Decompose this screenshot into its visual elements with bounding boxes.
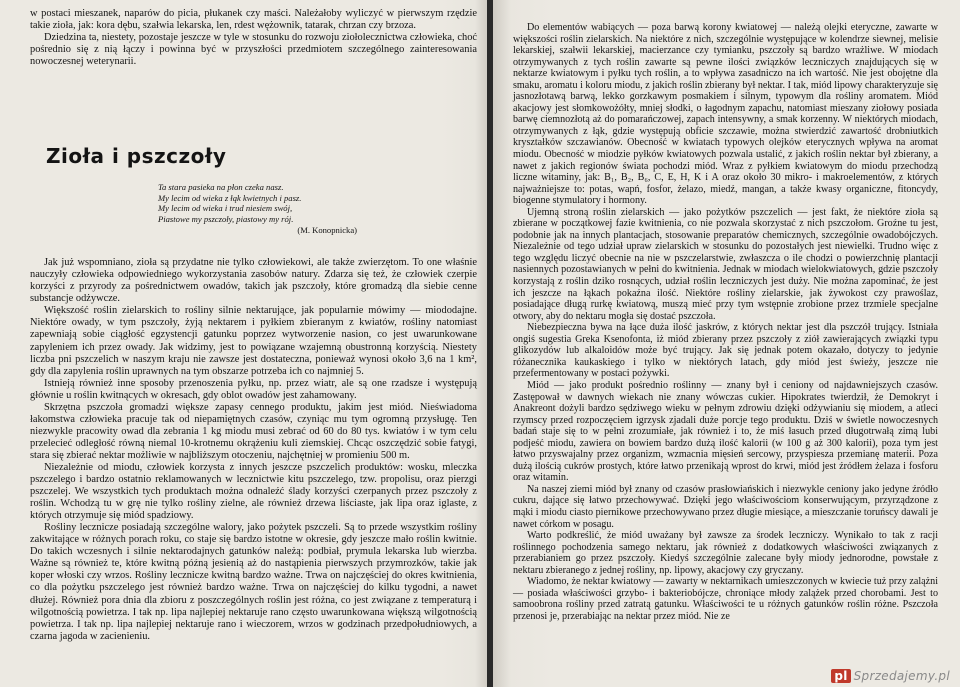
right-page	[493, 0, 960, 687]
body-paragraph: Warto podkreślić, że miód uważany był zawsze za środek leczniczy. Wynikało to tak z racji roślinnego pochodzenia samego nektaru, jak również z dodatkowych właściwości związanych z przerabianiem go przez pszczoły. Kiedyś szczególnie zalecane były miody jednorodne, powstałe z nektaru zbieranego z jednej rośliny, np. lipowy, akacjowy czy gryczany.	[513, 530, 938, 576]
watermark-badge: pl	[831, 669, 850, 683]
poem-line: Piastowe my pszczoły, piastowy my rój.	[158, 214, 294, 225]
body-paragraph: Większość roślin zielarskich to rośliny silnie nektarujące, jak popularnie mówimy — miododajne. Niektóre owady, w tym pszczoły, żyją nektarem i pyłkiem zbieranym z kwiatów, rośliny natomiast zapewniają sobie ciągłość egzystencji gatunku poprzez wytworzenie nasion, co jest uwarunkowane zapyleniem ich przez owady. Jak widzimy, jest to powiązane wzajemną obustronną korzyścią. Niestety liczba pni pszczelich w naszym kraju nie zawsze jest dostateczna, ponieważ wynosi około 3,6 na 1 km², gdy dla zapylenia roślin uprawnych na tym obszarze potrzeba ich co najmniej 5.	[30, 305, 477, 377]
poem-line: My lecim od wieka i trud niesiem swój,	[158, 203, 293, 214]
poem-line: My lecim od wieka z łąk kwietnych i pasz.	[158, 192, 302, 203]
epigraph-poem	[158, 182, 477, 235]
body-paragraph: Ujemną stroną roślin zielarskich — jako pożytków pszczelich — jest fakt, że niektóre zioła są zbierane w początkowej fazie kwitnienia, co nie pozwala skorzystać z nich pszczołom. Groźne tu jest, podobnie jak na innych plantacjach, stosowanie preparatów chemicznych, szczególnie owadobójczych. Niezależnie od tego udział upraw zielarskich w stosunku do pozostałych jest niewielki. Trudno więc z tego względu liczyć obecnie na nie w pszczelarstwie, zwłaszcza o ile chodzi o powierzchnię plantacji nasiennych pozostawianych w pełni do kwitnienia. Jednak w miodach wielokwiatowych, gdzie pszczoły korzystają z roślin dziko rosnących, udział roślin leczniczych jest duży. Nie można zapominać, że jest ich jeszcze na łąkach pokaźna ilość. Niektóre rośliny zielarskie, jak żywokost czy prawoślaz, posiadające długą rurkę kwiatową, muszą mieć przy tym wstępnie zrobione przez trzmiele specjalne otwory, aby do nektaru mogła się dostać pszczoła.	[513, 206, 938, 322]
body-paragraph: Miód — jako produkt pośrednio roślinny — znany był i ceniony od najdawniejszych czasów. Zastępował w dawnych wiekach nie znany wówczas cukier. Hipokrates twierdził, że Demokryt i Anakreont dożyli bardzo sędziwego wieku w pełnym zdrowiu dzięki odżywianiu się miodem, a atleci rzymscy przed rozpoczęciem igrzysk zjadali duże porcje tego produktu. Dziś w świetle nowoczesnych badań staje się to w pełni zrozumiałe, jak również i to, że miś łasuch przed długotrwałą zimą lubi podjeść miodu, zawiera on bowiem bardzo dużą ilość kalorii (w 100 g aż 300 kalorii), poza tym jest łatwo przyswajalny przez organizm, wzmacnia mięsień sercowy, przyspiesza przemianę materii. Poza dużą ilością cukrów prostych, które łatwo przenikają wprost do krwi, miód jest źródłem żelaza i fosforu oraz witamin.	[513, 379, 938, 484]
body-paragraph: Istnieją również inne sposoby przenoszenia pyłku, np. przez wiatr, ale są one rzadsze i występują głównie u roślin kwitnących w okresach, gdy oblot owadów jest zahamowany.	[30, 377, 477, 401]
body-paragraph: Rośliny lecznicze posiadają szczególne walory, jako pożytek pszczeli. Są to przede wszystkim rośliny zakwitające w różnych porach roku, co staje się bardzo istotne w okresie, gdy jeszcze mało roślin kwitnie. Do takich wczesnych i silnie nektarodajnych gatunków należą: podbiał, prymula lekarska lub wierzba. Ważne są również te, które kwitną późną jesienią aż do nastąpienia pierwszych przymrozków, takie jak koper włoski czy wrzos. Rośliny lecznicze kwitną bardzo ważne. Trwa on najczęściej do okres kwitnienia, co dla pożytku pszczelego jest również bardzo ważne. Trwa on najczęściej do kilku tygodni, a nawet dłużej. Również pora dnia dla zbioru z poszczególnych roślin jest różna, co jest związane z temperaturą i wilgotnością powietrza. I tak np. lipa najlepiej nektaruje rano często uwarunkowana większą wilgotnością powietrza. I tak np. lipa najlepiej nektaruje rano i wieczorem, wrzos w godzinach przedpołudniowych, a czarna jagoda w zacienieniu.	[30, 522, 477, 642]
body-paragraph: Do elementów wabiących — poza barwą korony kwiatowej — należą olejki eteryczne, zawarte w większości roślin zielarskich. Na niektóre z nich, szczególnie występujące w kolendrze siewnej, melisie lekarskiej, szałwii lekarskiej, macierzance czy tymianku, pszczoły są bardzo wrażliwe. W miodach otrzymywanych z tych roślin zawarte są pewne ilości związków leczniczych znajdujących się w nektarze kwiatowym i pyłku tych roślin, a to wpływa zasadniczo na ich wartość. Nie jest obojętne dla smaku, aromatu i koloru miodu, z jakich roślin zbierany był nektar. I tak, miód lipowy charakteryzuje się jasnozłotawą barwą, lekko gorzkawym posmakiem i silnym, typowym dla rośliny aromatem. Miód akacjowy jest słomkowożółty, mniej słodki, o łagodnym zapachu, natomiast mieszany ziołowy posiada barwę ciemnozłotą aż do pomarańczowej, zapach intensywny, a smak korzenny. W niektórych miodach, otrzymywanych z łąk, gdzie występują obficie szczawie, można stwierdzić zawartość drobniutkich kryształków szczawianów. Obecność w kwiatach typowych olejków eterycznych wpływa na aromat miodu. Obecność w miodzie pyłków kwiatowych pozwala ustalić, z jakich roślin nektar był zbierany, a nawet z jakich regionów świata pochodzi miód. Wraz z pyłkiem kwiatowym do miodu przechodzą liczne witaminy, jak: B₁, B₂, B₆, C, E, H, K i A oraz około 30 mikro- i makroelementów, z których najważniejsze to: potas, wapń, fosfor, żelazo, miedź, mangan, a także kwasy organiczne, fitoncydy, biogenne stymulatory i hormony.	[513, 22, 938, 207]
top-paragraph-2: Dziedzina ta, niestety, pozostaje jeszcze w tyle w stosunku do rozwoju ziołolecznictwa człowieka, choć pośrednio się z nią łączy i powinna być w przyszłości przedmiotem szczególnego zainteresowania nowoczesnej weterynarii.	[30, 32, 477, 68]
watermark-text: Sprzedajemy.pl	[853, 669, 950, 683]
section-heading: Zioła i pszczoły	[46, 144, 227, 169]
body-paragraph: Skrzętna pszczoła gromadzi większe zapasy cennego produktu, jakim jest miód. Nieświadoma łakomstwa człowieka pracuje tak od niepamiętnych czasów, czyniąc mu tym ogromną przysługę. Ten niezwykle pracowity owad dla zebrania 1 kg miodu musi zebrać od 60 do 80 tys. kwiatów i w tym celu przelecieć odległość równą niemal 10-krotnemu okrążeniu kuli ziemskiej. Chcąc oszczędzić sobie fatygi, stara się zbierać nektar możliwie w najbliższym otoczeniu, najchętniej w promieniu 500 m.	[30, 401, 477, 461]
body-paragraph: Niezależnie od miodu, człowiek korzysta z innych jeszcze pszczelich produktów: wosku, mleczka pszczelego i bardzo ostatnio reklamowanych w lecznictwie kitu pszczelego, tzw. propolisu, oraz pierzgi pszczelej. We wszystkich tych produktach można odnaleźć ślady korzyści czerpanych przez pszczoły z roślin. Wchodzą tu w grę nie tylko rośliny zielne, ale również drzewa liściaste, jak lipa oraz iglaste, z których otrzymuje się miód spadziowy.	[30, 462, 477, 522]
poem-line: Ta stara pasieka na płon czeka nasz.	[158, 182, 284, 193]
body-paragraph: Niebezpieczna bywa na łące duża ilość jaskrów, z których nektar jest dla pszczół trujący. Istniała ongiś sugestia Greka Ksenofonta, iż miód zbierany przez pszczoły z ziół zawierających związki typu glikozydów lub alkaloidów może być trujący. Jak się jednak potem okazało, dotyczy to jedynie różanecznika kaukaskiego i tylko w niektórych latach, gdy miód jest świeży, jeszcze nie przefermentowany w postaci pożywki.	[513, 322, 938, 380]
site-watermark	[831, 669, 950, 683]
top-paragraph: w postaci mieszanek, naparów do picia, płukanek czy maści. Należałoby wyliczyć w pierwszym rzędzie takie zioła, jak: kora dębu, szałwia lekarska, len, rdest wężownik, tatarak, chrzan czy brzoza.	[30, 8, 477, 32]
body-paragraph: Wiadomo, że nektar kwiatowy — zawarty w nektarnikach umieszczonych w kwiecie tuż przy zalążni — posiada właściwości grzybo- i bakteriobójcze, chroniące młody zalążek przed chorobami. Jest to samoobrona rośliny przed zatratą gatunku. Właściwości te u różnych gatunków roślin różne. Pszczoła przenosi je, przerabiając na nektar przez miód. Nie ze	[513, 576, 938, 622]
poem-author: (M. Konopnicka)	[297, 224, 357, 235]
body-paragraph: Na naszej ziemi miód był znany od czasów prasłowiańskich i niezwykle ceniony jako jedyne źródło cukru, dające się łatwo przechowywać. Dzięki jego właściwościom konserwującym, przyrządzone z mąki i miodu ciasto piernikowe przechowywano przez długie miesiące, a mieszczanie toruńscy dawali je nawet córkom w posagu.	[513, 483, 938, 530]
body-paragraph: Jak już wspomniano, zioła są przydatne nie tylko człowiekowi, ale także zwierzętom. To one właśnie nauczyły człowieka odpowiedniego wykorzystania zasobów natury. Zdarza się też, że człowiek czerpie korzyści z przyrody za pośrednictwem owadów, takich jak pszczoły, które gromadzą dla siebie cenne substancje odżywcze.	[30, 257, 477, 305]
